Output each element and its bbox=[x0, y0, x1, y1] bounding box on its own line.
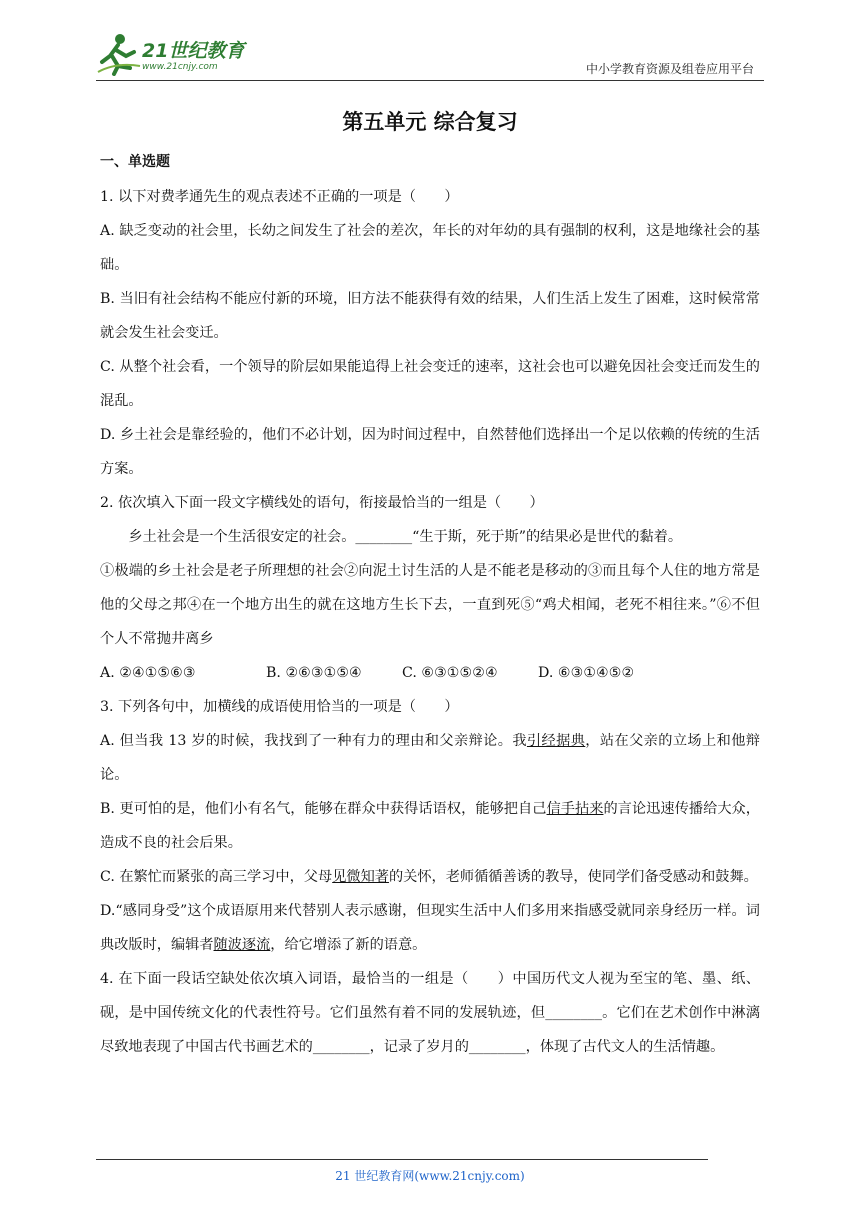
page-header bbox=[96, 30, 764, 81]
q3-option-a bbox=[100, 724, 760, 792]
q2-stem: 2. 依次填入下面一段文字横线处的语句，衔接最恰当的一组是（ ） bbox=[100, 495, 544, 511]
q2-option-a: A. ②④①⑤⑥③ bbox=[100, 665, 196, 681]
q1-stem: 1. 以下对费孝通先生的观点表述不正确的一项是（ ） bbox=[100, 189, 459, 205]
page-footer: 21 世纪教育网(www.21cnjy.com) bbox=[335, 1169, 525, 1183]
q3-c-text: C. 在繁忙而紧张的高三学习中，父母 bbox=[100, 869, 333, 885]
q3-a-idiom: 引经据典 bbox=[526, 733, 586, 749]
page-title: 第五单元 综合复习 bbox=[342, 110, 518, 134]
q3-option-b bbox=[100, 792, 760, 860]
runner-logo-icon bbox=[96, 32, 142, 76]
section-heading: 一、单选题 bbox=[100, 154, 170, 170]
platform-label: 中小学教育资源及组卷应用平台 bbox=[585, 62, 754, 76]
logo-text: 21世纪教育 bbox=[142, 40, 245, 62]
q1-option-b: B. 当旧有社会结构不能应付新的环境，旧方法不能获得有效的结果，人们生活上发生了困难，这时候常常就会发生社会变迁。 bbox=[100, 291, 760, 341]
q4-stem: 4. 在下面一段话空缺处依次填入词语，最恰当的一组是（ ）中国历代文人视为至宝的笔、墨、纸、砚，是中国传统文化的代表性符号。它们虽然有着不同的发展轨迹，但________。它们在艺术创作中淋漓尽致地表现了中国古代书画艺术的________，记录了岁月的________，体现了古代文人的生活情趣。 bbox=[100, 971, 760, 1055]
footer-divider bbox=[96, 1159, 708, 1160]
q3-option-c bbox=[100, 860, 760, 894]
q3-b-text: B. 更可怕的是，他们小有名气，能够在群众中获得话语权，能够把自己 bbox=[100, 801, 547, 817]
logo-url: www.21cnjy.com bbox=[142, 62, 218, 72]
q3-b-text-end: 的言论迅速传播给大众，造成不良的社会后果。 bbox=[100, 801, 760, 851]
q1-option-a: A. 缺乏变动的社会里，长幼之间发生了社会的差次，年长的对年幼的具有强制的权利，这是地缘社会的基础。 bbox=[100, 223, 760, 273]
q3-c-idiom: 见微知著 bbox=[332, 869, 389, 885]
q3-stem: 3. 下列各句中，加横线的成语使用恰当的一项是（ ） bbox=[100, 699, 459, 715]
q3-d-text-end: ，给它增添了新的语意。 bbox=[270, 937, 427, 953]
q2-passage: 乡土社会是一个生活很安定的社会。________“生于斯，死于斯”的结果必是世代的黏着。 bbox=[128, 529, 683, 545]
q3-b-idiom: 信手拈来 bbox=[546, 801, 604, 817]
site-logo bbox=[96, 32, 266, 76]
question-list bbox=[100, 180, 760, 1064]
q2-option-b: B. ②⑥③①⑤④ bbox=[266, 665, 362, 681]
q3-c-text-end: 的关怀，老师循循善诱的教导，使同学们备受感动和鼓舞。 bbox=[388, 869, 758, 885]
q1-option-c: C. 从整个社会看，一个领导的阶层如果能追得上社会变迁的速率，这社会也可以避免因社会变迁而发生的混乱。 bbox=[100, 359, 760, 409]
q3-option-d bbox=[100, 894, 760, 962]
q2-option-d: D. ⑥③①④⑤② bbox=[538, 665, 635, 681]
q2-option-c: C. ⑥③①⑤②④ bbox=[402, 665, 498, 681]
q3-a-text-end: ，站在父亲的立场上和他辩论。 bbox=[100, 733, 760, 783]
q3-d-idiom: 随波逐流 bbox=[213, 937, 271, 953]
q3-d-text: D.“感同身受”这个成语原用来代替别人表示感谢，但现实生活中人们多用来指感受就同亲身经历一样。词典改版时，编辑者 bbox=[100, 903, 760, 953]
q2-options bbox=[100, 656, 760, 690]
q1-option-d: D. 乡土社会是靠经验的，他们不必计划，因为时间过程中，自然替他们选择出一个足以依赖的传统的生活方案。 bbox=[100, 427, 760, 477]
q3-a-text: A. 但当我 13 岁的时候，我找到了一种有力的理由和父亲辩论。我 bbox=[100, 733, 527, 749]
q2-items: ①极端的乡土社会是老子所理想的社会②向泥土讨生活的人是不能老是移动的③而且每个人住的地方常是他的父母之邦④在一个地方出生的就在这地方生长下去，一直到死⑤“鸡犬相闻，老死不相往来。”⑥不但个人不常抛井离乡 bbox=[100, 563, 760, 647]
